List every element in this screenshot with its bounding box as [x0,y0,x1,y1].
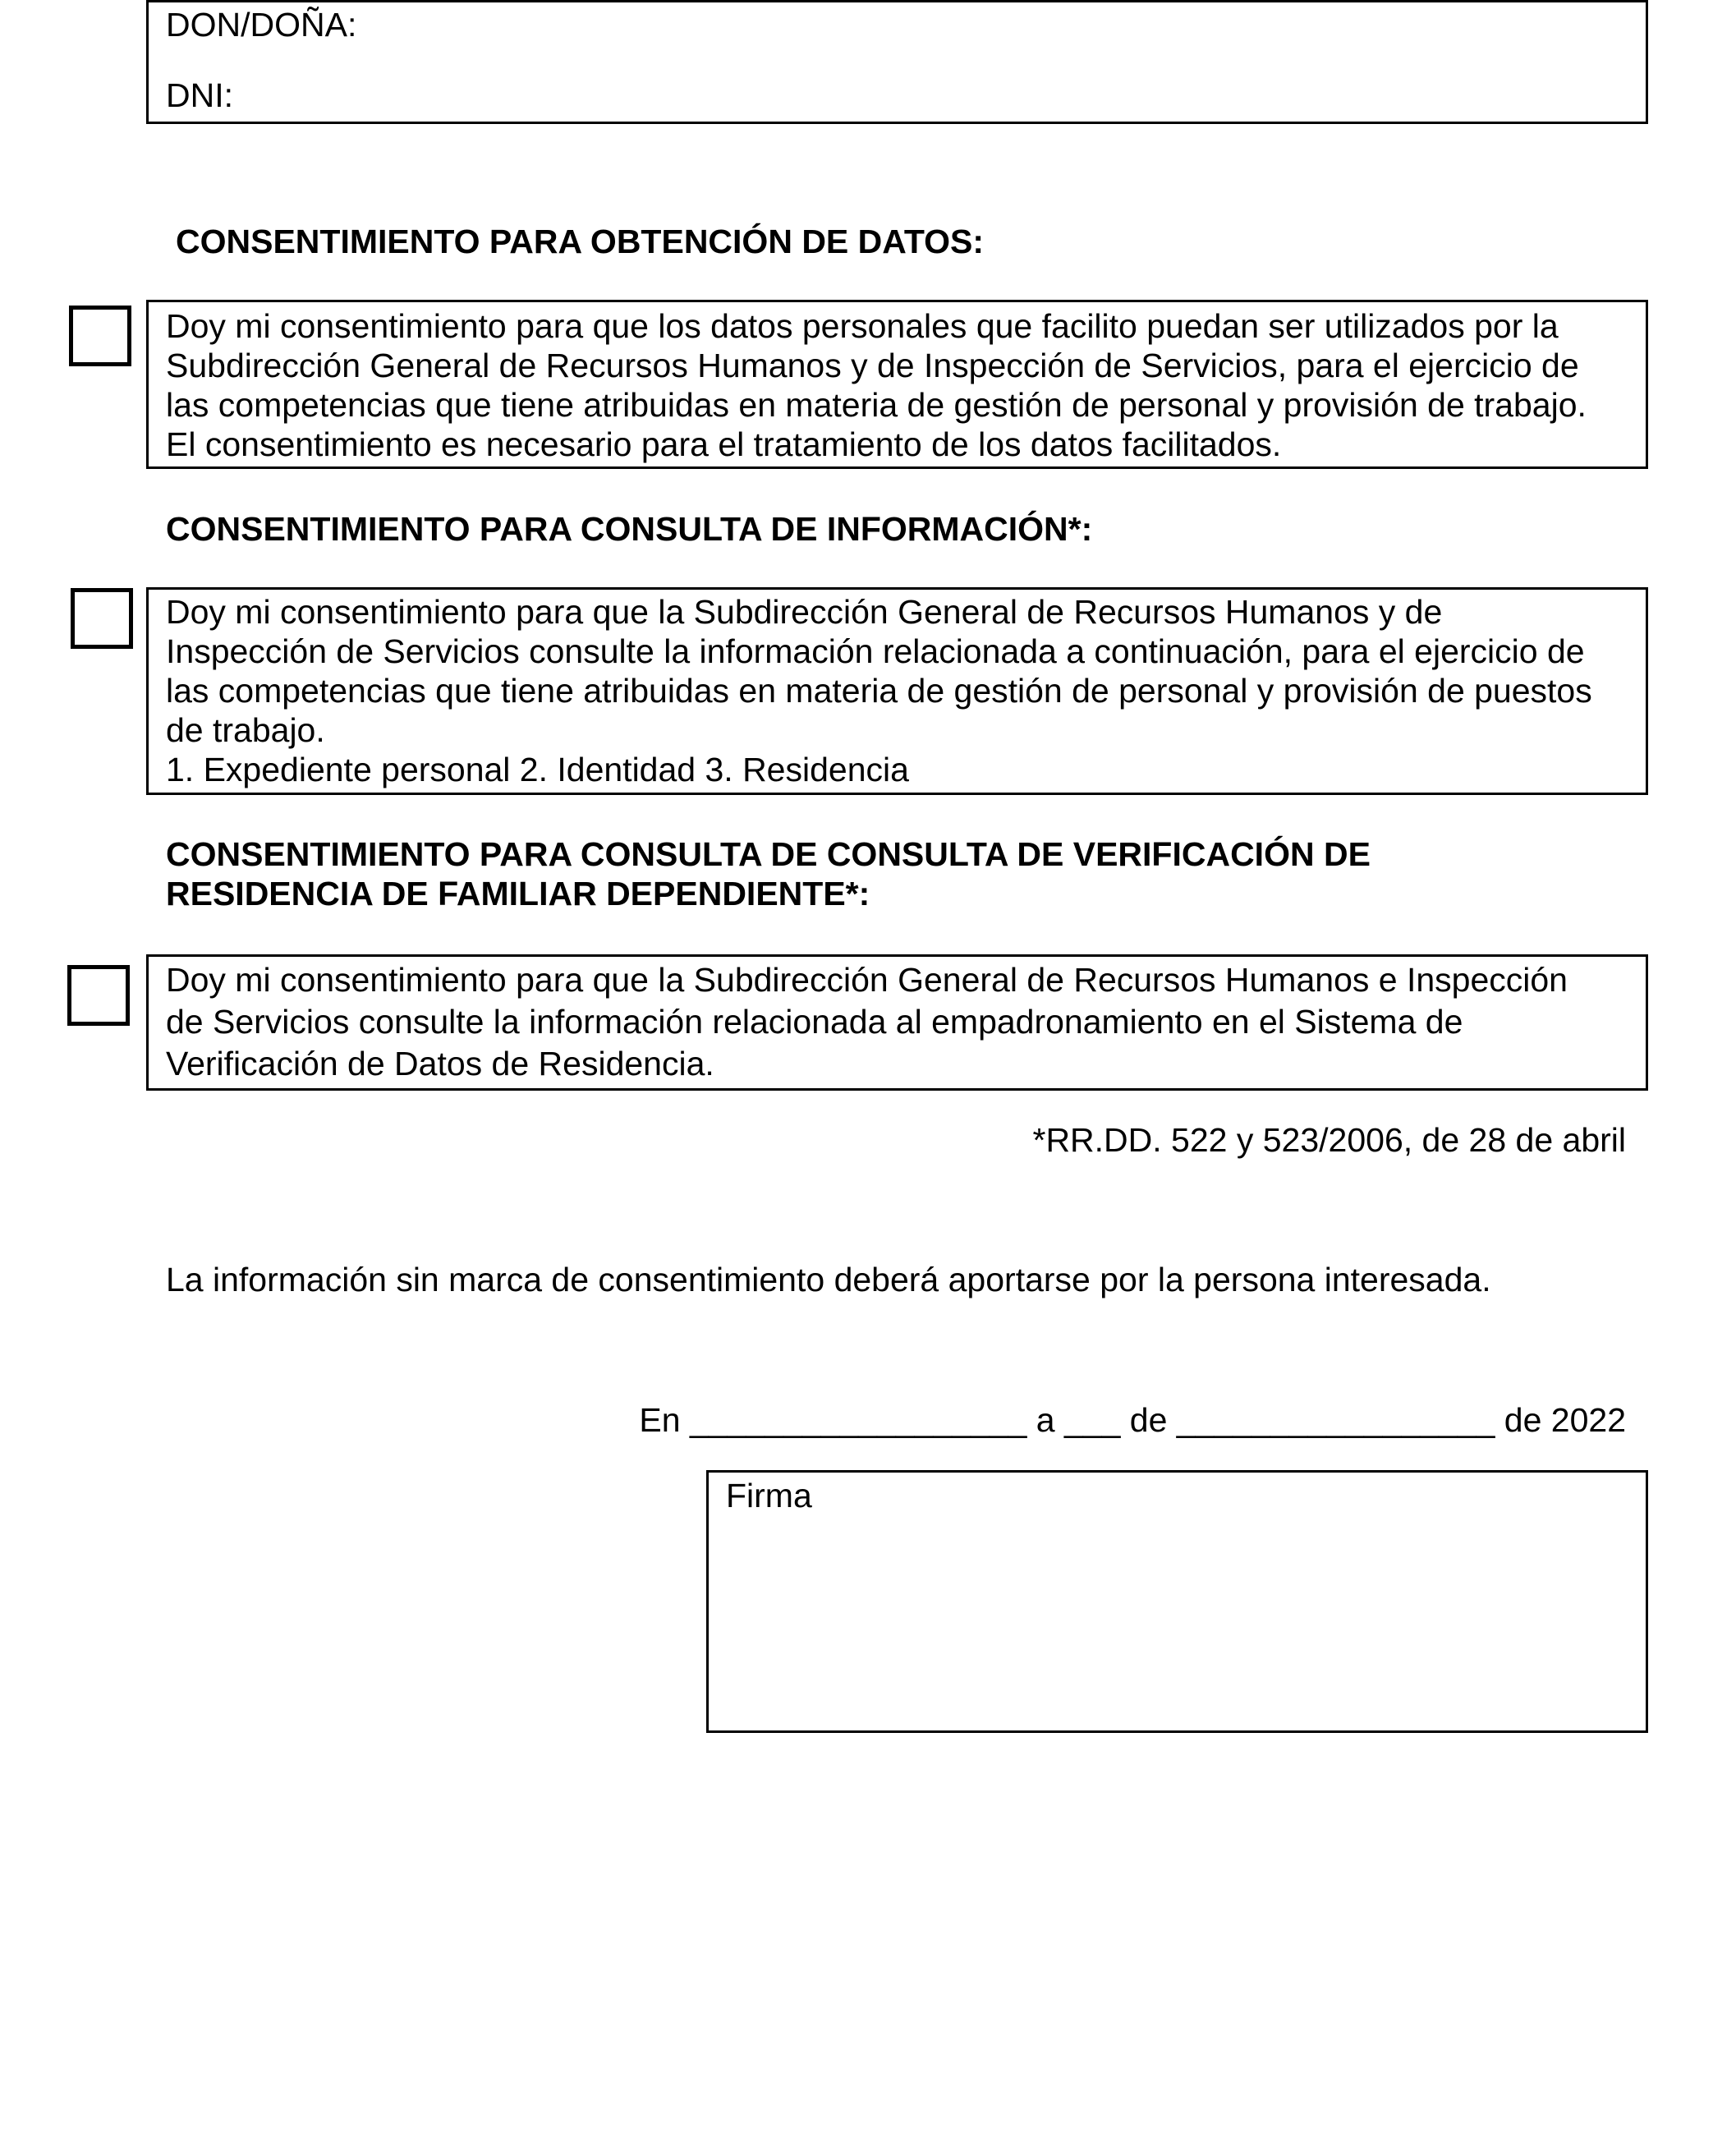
consent-checkbox-residence-verification[interactable] [67,965,130,1026]
dni-label: DNI: [166,76,233,114]
consent-text-line: de trabajo. [166,711,325,749]
consent-text-line: Subdirección General de Recursos Humanos y de Inspección de Servicios, para el ejercicio de [166,347,1579,384]
consent-checkbox-data-collection[interactable] [69,306,131,366]
consent-text-information-query [166,592,1592,789]
consent-text-line: de Servicios consulte la información relacionada al empadronamiento en el Sistema de [166,1003,1463,1041]
consent-text-residence-verification [166,959,1568,1085]
section-heading-line: CONSENTIMIENTO PARA CONSULTA DE CONSULTA DE VERIFICACIÓN DE [166,835,1371,873]
section-heading-information-query: CONSENTIMIENTO PARA CONSULTA DE INFORMACIÓN*: [166,510,1093,548]
consent-text-line: Inspección de Servicios consulte la información relacionada a continuación, para el ejercicio de [166,632,1585,670]
consent-text-line: Doy mi consentimiento para que la Subdirección General de Recursos Humanos y de [166,593,1443,631]
consent-text-line: Doy mi consentimiento para que los datos personales que facilito puedan ser utilizados por la [166,307,1559,345]
consent-text-line: las competencias que tiene atribuidas en materia de gestión de personal y provisión de puestos [166,672,1592,710]
signature-label: Firma [726,1477,812,1514]
notice-text: La información sin marca de consentimiento deberá aportarse por la persona interesada. [166,1261,1491,1298]
section-heading-line: RESIDENCIA DE FAMILIAR DEPENDIENTE*: [166,875,870,912]
legal-footnote: *RR.DD. 522 y 523/2006, de 28 de abril [1032,1121,1626,1159]
consent-text-line: Doy mi consentimiento para que la Subdirección General de Recursos Humanos e Inspección [166,961,1568,999]
consent-text-line: El consentimiento es necesario para el tratamiento de los datos facilitados. [166,425,1282,463]
identity-box [146,0,1648,124]
consent-text-line: 1. Expediente personal 2. Identidad 3. Residencia [166,751,909,788]
consent-text-data-collection [166,306,1587,464]
signature-box[interactable] [706,1470,1648,1733]
section-heading-data-collection: CONSENTIMIENTO PARA OBTENCIÓN DE DATOS: [176,223,985,260]
section-heading-residence-verification [166,834,1371,913]
consent-text-line: las competencias que tiene atribuidas en materia de gestión de personal y provisión de trabajo. [166,386,1587,424]
consent-checkbox-information-query[interactable] [71,588,133,649]
consent-text-line: Verificación de Datos de Residencia. [166,1045,714,1082]
name-label: DON/DOÑA: [166,6,357,44]
place-date-line: En __________________ a ___ de _________________ de 2022 [639,1401,1626,1439]
